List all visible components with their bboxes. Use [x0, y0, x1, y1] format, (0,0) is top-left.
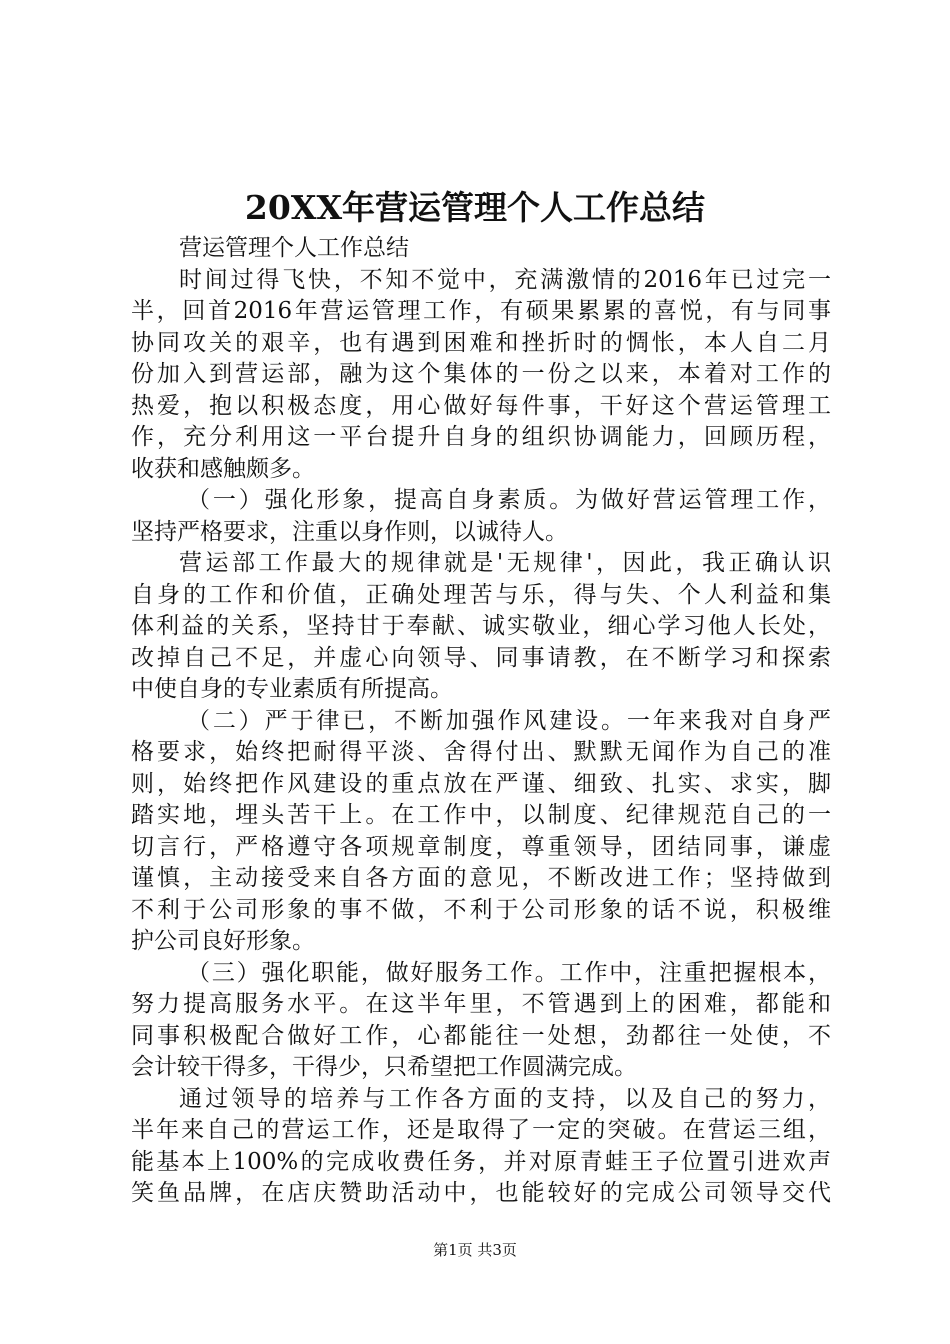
paragraph-line: 中使自身的专业素质有所提高。	[131, 676, 453, 702]
paragraph-line: 格要求，始终把耐得平淡、舍得付出、默默无闻作为自己的准	[131, 739, 831, 765]
paragraph-line: 协同攻关的艰辛，也有遇到困难和挫折时的惆怅，本人自二月	[131, 329, 831, 356]
paragraph-line: 半，回首2016年营运管理工作，有硕果累累的喜悦，有与同事	[131, 298, 831, 324]
paragraph-line: 会计较干得多，干得少，只希望把工作圆满完成。	[131, 1054, 637, 1080]
paragraph-line: 改掉自己不足，并虚心向领导、同事请教，在不断学习和探索	[131, 644, 831, 671]
paragraph-line: 则，始终把作风建设的重点放在严谨、细致、扎实、求实，脚	[131, 770, 831, 797]
paragraph-line: 收获和感触颇多。	[131, 455, 315, 482]
paragraph-line: 踏实地，埋头苦干上。在工作中，以制度、纪律规范自己的一	[131, 802, 831, 828]
paragraph-line: 努力提高服务水平。在这半年里，不管遇到上的困难，都能和	[131, 991, 831, 1017]
paragraph-line: 自身的工作和价值，正确处理苦与乐，得与失、个人利益和集	[131, 581, 831, 608]
paragraph-line: 同事积极配合做好工作，心都能往一处想，劲都往一处使，不	[131, 1022, 831, 1049]
paragraph-line: 谨慎，主动接受来自各方面的意见，不断改进工作；坚持做到	[131, 865, 831, 891]
document-body	[131, 233, 831, 1210]
paragraph-line: 通过领导的培养与工作各方面的支持，以及自己的努力，	[179, 1085, 831, 1112]
paragraph-line: 半年来自己的营运工作，还是取得了一定的突破。在营运三组，	[131, 1117, 831, 1143]
paragraph-line: （一）强化形象，提高自身素质。为做好营运管理工作，	[187, 487, 831, 513]
paragraph-line: 热爱，抱以积极态度，用心做好每件事，干好这个营运管理工	[131, 392, 831, 419]
paragraph-line: 营运部工作最大的规律就是'无规律'，因此，我正确认识	[179, 550, 831, 576]
paragraph-line: 护公司良好形象。	[131, 928, 315, 954]
paragraph-line: 切言行，严格遵守各项规章制度，尊重领导，团结同事，谦虚	[131, 833, 831, 860]
paragraph-line: 份加入到营运部，融为这个集体的一份之以来，本着对工作的	[131, 361, 831, 387]
page-footer: 第1页 共3页	[433, 1241, 517, 1259]
paragraph-line: 笑鱼品牌，在店庆赞助活动中，也能较好的完成公司领导交代	[131, 1180, 831, 1206]
paragraph-line: 能基本上100%的完成收费任务，并对原青蛙王子位置引进欢声	[131, 1148, 831, 1175]
paragraph-line: （二）严于律已，不断加强作风建设。一年来我对自身严	[187, 707, 831, 734]
subtitle-line: 营运管理个人工作总结	[179, 235, 409, 261]
paragraph-line: （三）强化职能，做好服务工作。工作中，注重把握根本，	[187, 959, 831, 986]
paragraph-line: 作，充分利用这一平台提升自身的组织协调能力，回顾历程，	[131, 424, 831, 450]
paragraph-line: 坚持严格要求，注重以身作则，以诚待人。	[131, 518, 568, 545]
paragraph-line: 体利益的关系，坚持甘于奉献、诚实敬业，细心学习他人长处，	[131, 613, 831, 639]
paragraph-line: 不利于公司形象的事不做，不利于公司形象的话不说，积极维	[131, 896, 831, 923]
document-title: 20XX年营运管理个人工作总结	[244, 188, 706, 227]
paragraph-line: 时间过得飞快，不知不觉中，充满激情的2016年已过完一	[179, 266, 831, 293]
